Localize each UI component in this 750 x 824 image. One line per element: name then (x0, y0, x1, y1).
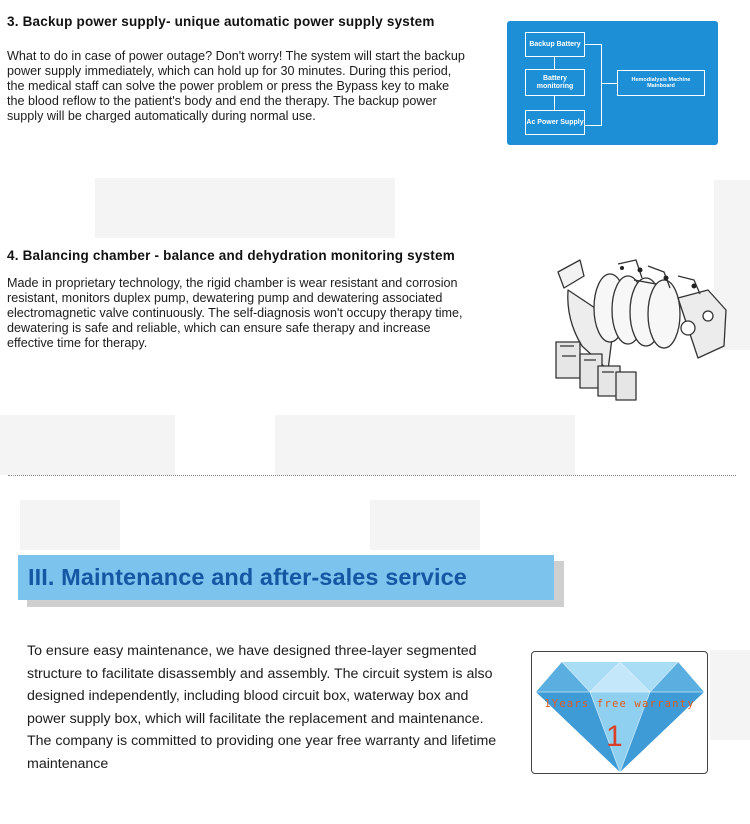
diamond-icon (532, 652, 708, 774)
warranty-label: 1Years free warranty (544, 698, 695, 710)
dotted-separator (8, 475, 736, 476)
power-supply-diagram (507, 21, 718, 145)
maintenance-heading: III. Maintenance and after-sales service (28, 564, 467, 590)
diagram-connector (585, 44, 601, 45)
background-block (275, 415, 575, 475)
diagram-battery-monitoring: Battery monitoring (525, 69, 585, 96)
background-block (370, 500, 480, 550)
background-block (0, 415, 175, 475)
background-block (710, 650, 750, 740)
background-block (20, 500, 120, 550)
warranty-badge (531, 651, 708, 774)
warranty-number: 1 (606, 720, 623, 753)
maintenance-body: To ensure easy maintenance, we have designed three-layer segmented structure to facilitate disassembly and assembly. The circuit system is also designed independently, including blood circuit box, waterway box and power supply box, which will facilitate the replacement and maintenance. The company is committed to providing one year free warranty and lifetime maintenance (27, 643, 497, 772)
diagram-connector (585, 125, 601, 126)
diagram-connector (601, 83, 617, 84)
balancing-chamber-image (538, 250, 738, 410)
diagram-connector (554, 96, 555, 110)
section-3-title: 3. Backup power supply- unique automatic power supply system (7, 14, 435, 29)
diagram-mainboard: Hemodialysis Machine Mainboard (617, 70, 705, 96)
diagram-connector (554, 57, 555, 69)
section-3-body: What to do in case of power outage? Don't worry! The system will start the backup power supply immediately, which can hold up for 30 minutes. During this period, the medical staff can solve the power problem or press the Bypass key to make the blood reflow to the patient's body and end the therapy. The backup power supply will be charged automatically during normal use. (7, 49, 465, 123)
maintenance-banner (18, 552, 554, 600)
background-block (95, 178, 395, 238)
section-4-body: Made in proprietary technology, the rigid chamber is wear resistant and corrosion resistant, monitors duplex pump, dewatering pump and dewatering associated electromagnetic valve continuously. The self-diagnosis won't occupy therapy time, dewatering is safe and reliable, which can ensure safe therapy and increase effective time for therapy. (7, 276, 463, 350)
diagram-connector (601, 44, 602, 126)
section-4-title: 4. Balancing chamber - balance and dehydration monitoring system (7, 248, 455, 263)
diagram-ac-power-supply: Ac Power Supply (525, 110, 585, 135)
diagram-backup-battery: Backup Battery (525, 32, 585, 57)
